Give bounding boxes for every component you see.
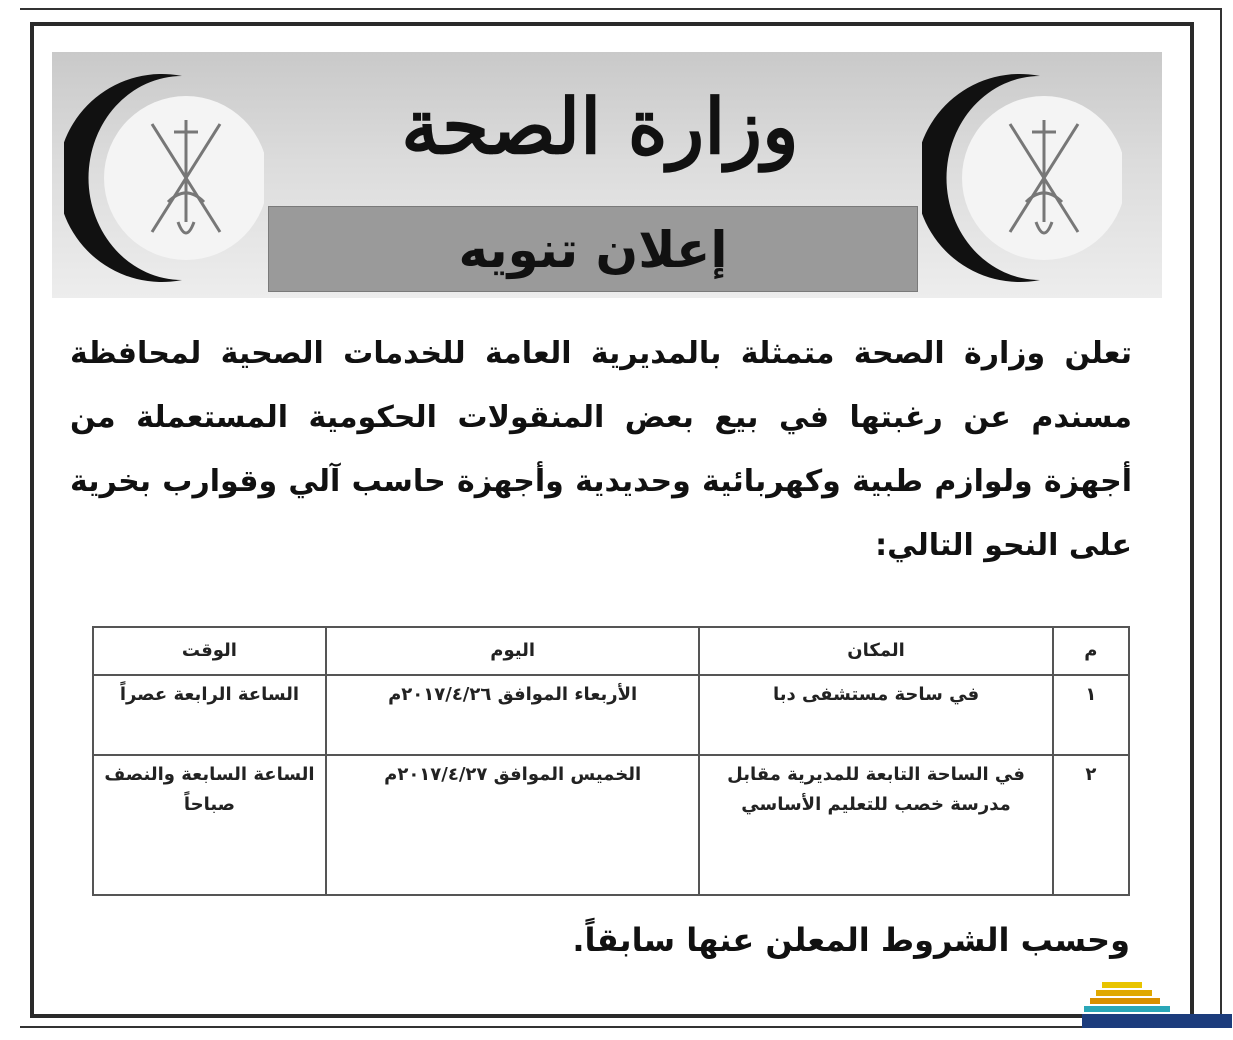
header-num: م <box>1053 627 1129 675</box>
row-day: الخميس الموافق ٢٠١٧/٤/٢٧م <box>326 755 699 895</box>
row-time: الساعة السابعة والنصف صباحاً <box>93 755 326 895</box>
row-day: الأربعاء الموافق ٢٠١٧/٤/٢٦م <box>326 675 699 755</box>
row-place: في الساحة التابعة للمديرية مقابل مدرسة خصب للتعليم الأساسي <box>699 755 1052 895</box>
notice-title: إعلان تنويه <box>458 221 728 279</box>
watermark-label: Musandam <box>1104 1016 1167 1030</box>
ministry-title: وزارة الصحة <box>401 82 799 171</box>
row-time: الساعة الرابعة عصراً <box>93 675 326 755</box>
table-row <box>93 675 1129 755</box>
table-row <box>93 755 1129 895</box>
row-num: ١ <box>1053 675 1129 755</box>
header-time: الوقت <box>93 627 326 675</box>
notice-title-box <box>268 206 918 292</box>
header-place: المكان <box>699 627 1052 675</box>
oman-emblem-left-icon <box>64 72 264 284</box>
oman-emblem-right-icon <box>922 72 1122 284</box>
sale-schedule-table <box>92 626 1130 896</box>
terms-footer: وحسب الشروط المعلن عنها سابقاً. <box>572 921 1130 959</box>
bottom-rule <box>20 1026 1120 1028</box>
announcement-paragraph: تعلن وزارة الصحة متمثلة بالمديرية العامة للخدمات الصحية لمحافظة مسندم عن رغبتها في بيع بعض المنقولات الحكومية المستعملة من أجهزة ولوازم طبية وكهربائية وحديدية وأجهزة حاسب آلي وقوارب بخرية على النحو التالي: <box>70 336 1132 563</box>
table-header-row <box>93 627 1129 675</box>
row-num: ٢ <box>1053 755 1129 895</box>
row-place: في ساحة مستشفى دبا <box>699 675 1052 755</box>
header-day: اليوم <box>326 627 699 675</box>
